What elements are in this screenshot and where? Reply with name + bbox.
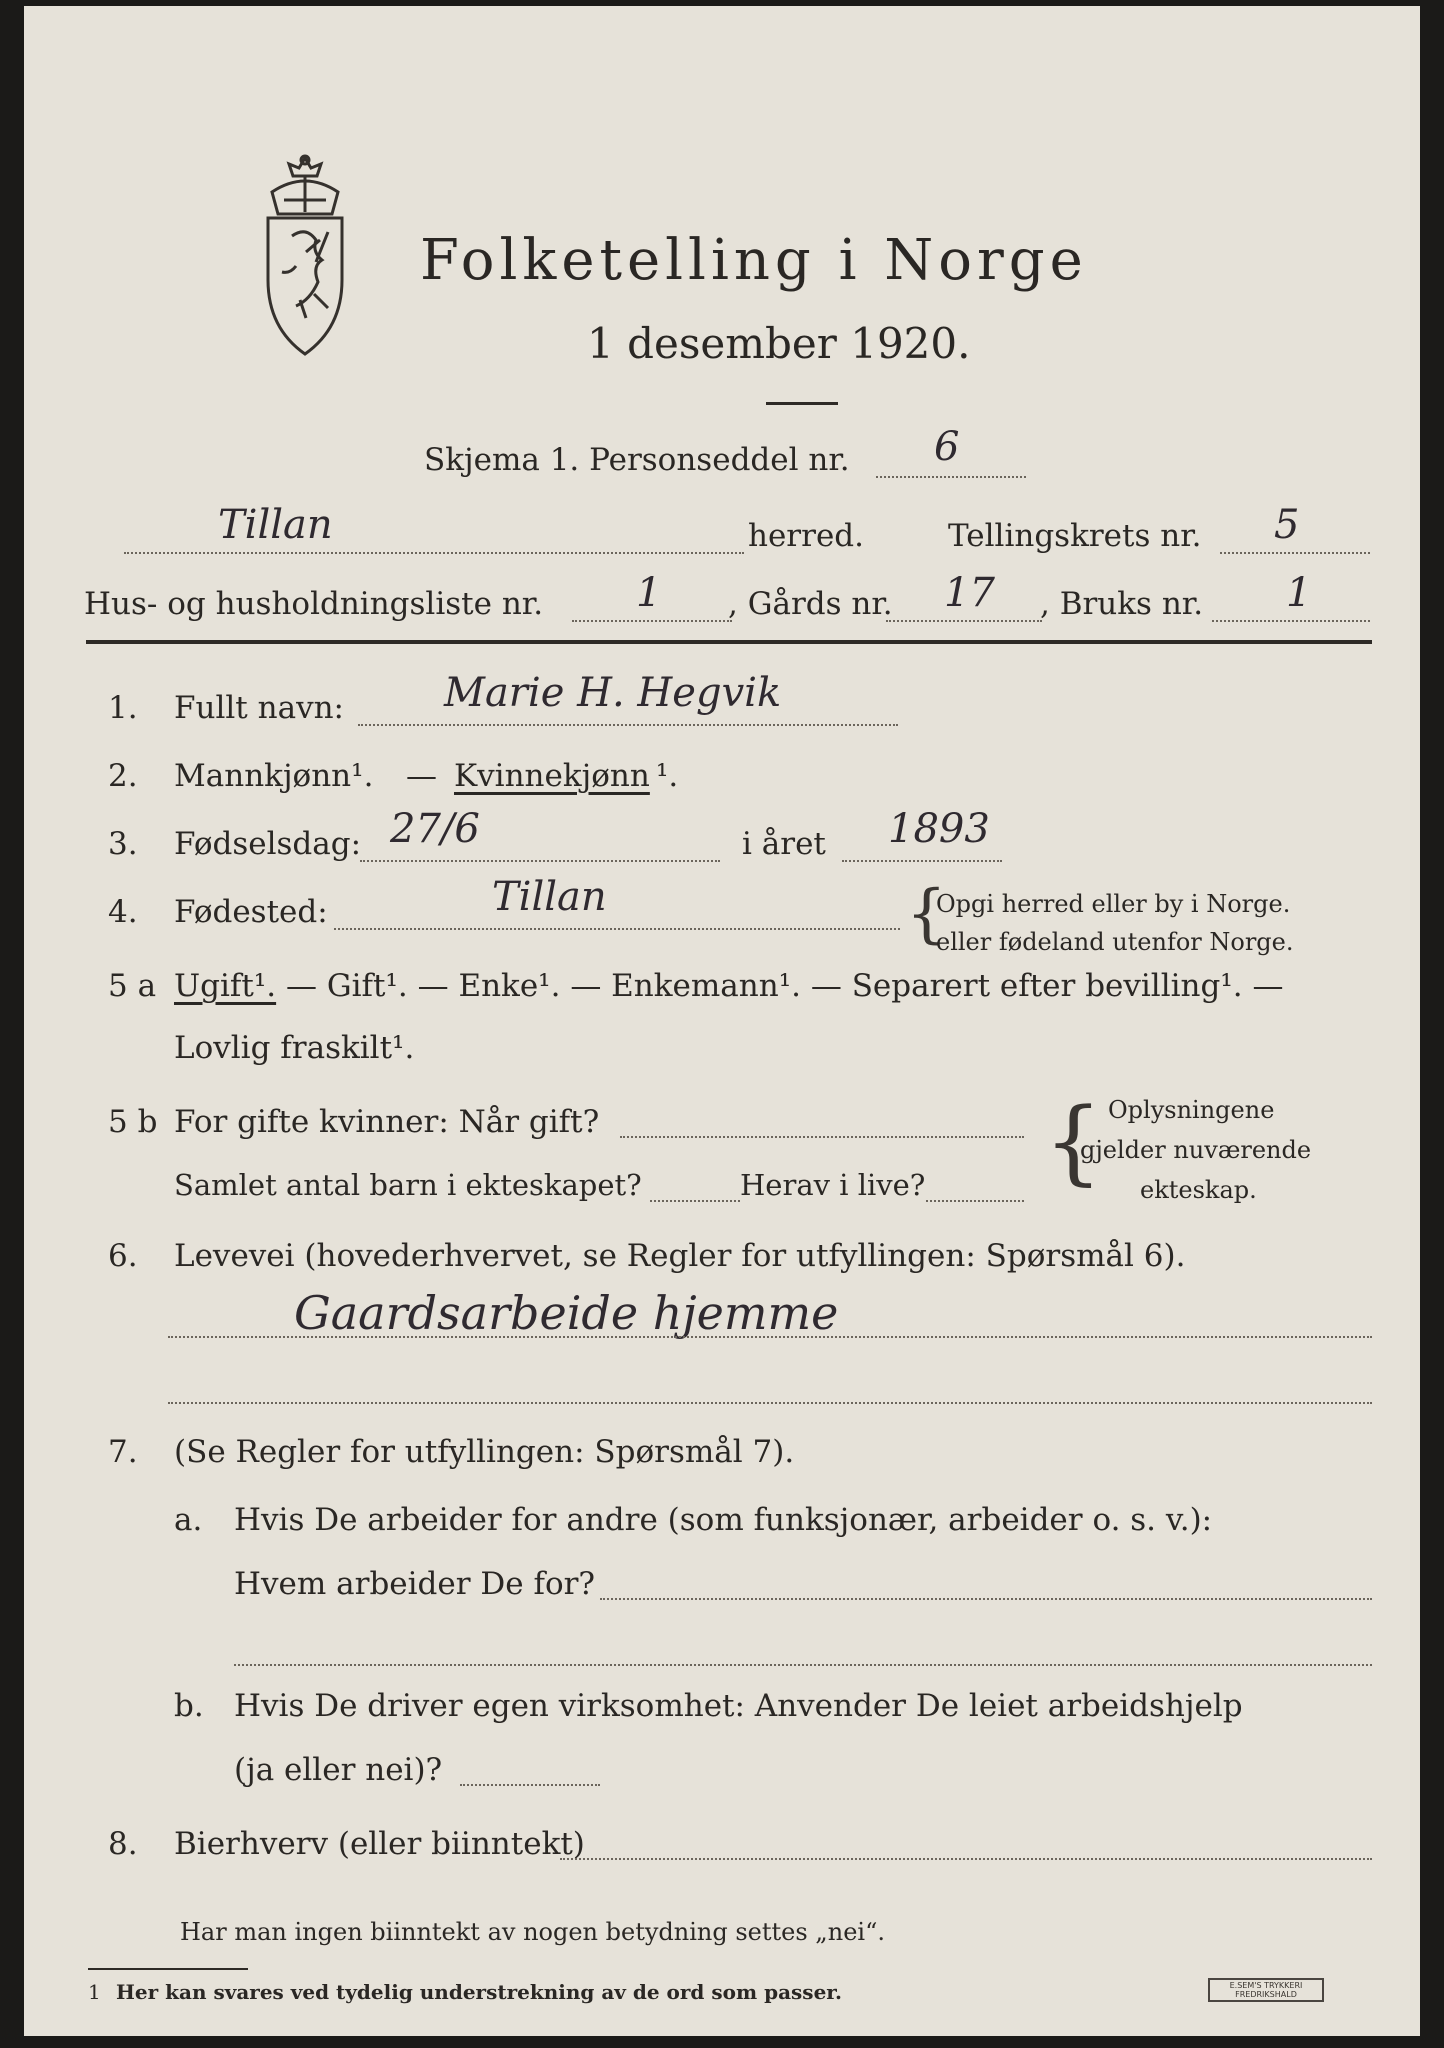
q8-line: [560, 1858, 1372, 1860]
q7a-line1: Hvis De arbeider for andre (som funksjonær, arbeider o. s. v.):: [234, 1502, 1213, 1538]
q5b-number: 5 b: [108, 1104, 158, 1140]
q4-note-line2: eller fødeland utenfor Norge.: [936, 928, 1294, 956]
q4-brace: {: [906, 877, 947, 951]
census-form-page: [24, 6, 1420, 2036]
q5b-note-line3: ekteskap.: [1140, 1176, 1257, 1204]
q2-number: 2.: [108, 758, 138, 794]
herred-label: herred.: [748, 518, 864, 554]
q3-number: 3.: [108, 826, 138, 862]
q1-line: [358, 724, 898, 726]
tellingskrets-label: Tellingskrets nr.: [948, 518, 1202, 554]
q5b-herav-line: [926, 1200, 1024, 1202]
q7a-answer-line1: [600, 1598, 1372, 1600]
q7b-line1: Hvis De driver egen virksomhet: Anvender De leiet arbeidshjelp: [234, 1688, 1243, 1724]
gards-line: [886, 620, 1042, 622]
form-title: Folketelling i Norge: [420, 228, 1088, 293]
q7a-answer-line2: [234, 1664, 1372, 1666]
q5a-lovlig-fraskilt: Lovlig fraskilt¹.: [174, 1030, 415, 1066]
personseddel-number-line: [876, 476, 1026, 478]
bruks-value: 1: [1286, 570, 1312, 616]
q7b-line2: (ja eller nei)?: [234, 1752, 443, 1788]
tellingskrets-line: [1220, 552, 1370, 554]
printer-stamp-line2: FREDRIKSHALD: [1235, 1990, 1297, 1999]
q3-year-value: 1893: [888, 806, 990, 852]
q2-mannkjonn: Mannkjønn¹.: [174, 758, 374, 794]
q7-label: (Se Regler for utfyllingen: Spørsmål 7).: [174, 1434, 795, 1470]
tellingskrets-value: 5: [1274, 502, 1300, 548]
printer-stamp-line1: E.SEM'S TRYKKERI: [1229, 1981, 1303, 1990]
q3-year-line: [842, 860, 1002, 862]
q5a-options: — Gift¹. — Enke¹. — Enkemann¹. — Separert efter bevilling¹. —: [286, 968, 1284, 1004]
q3-line: [360, 860, 720, 862]
bruks-label: , Bruks nr.: [1040, 586, 1204, 622]
bottom-note: Har man ingen biinntekt av nogen betydning settes „nei“.: [180, 1918, 885, 1946]
q7b-letter: b.: [174, 1688, 204, 1724]
footnote-mark: 1: [88, 1980, 101, 2004]
q4-label: Fødested:: [174, 894, 328, 930]
q3-year-label: i året: [742, 826, 826, 862]
q6-number: 6.: [108, 1238, 138, 1274]
q7-number: 7.: [108, 1434, 138, 1470]
q6-value: Gaardsarbeide hjemme: [294, 1286, 839, 1340]
q3-value: 27/6: [390, 806, 480, 852]
q7a-letter: a.: [174, 1502, 203, 1538]
q5b-herav-label: Herav i live?: [740, 1168, 926, 1202]
norwegian-coat-of-arms-icon: [246, 152, 364, 360]
q5b-nar-gift-line: [620, 1136, 1024, 1138]
q5b-note-line2: gjelder nuværende: [1080, 1136, 1312, 1164]
q5b-brace: {: [1044, 1088, 1103, 1195]
q1-value: Marie H. Hegvik: [444, 670, 782, 716]
q4-value: Tillan: [492, 874, 607, 920]
herred-value: Tillan: [218, 502, 333, 548]
q7a-line2: Hvem arbeider De for?: [234, 1566, 596, 1602]
husliste-value: 1: [636, 570, 662, 616]
q5a-number: 5 a: [108, 968, 157, 1004]
q6-line1: [168, 1336, 1372, 1338]
q8-label: Bierhverv (eller biinntekt): [174, 1826, 585, 1862]
q3-label: Fødselsdag:: [174, 826, 362, 862]
q2-kvinnekjonn: Kvinnekjønn: [454, 758, 650, 794]
husliste-label: Hus- og husholdningsliste nr.: [84, 586, 544, 622]
q5a-ugift: Ugift¹.: [174, 968, 277, 1004]
footnote-text: Her kan svares ved tydelig understrekning av de ord som passer.: [116, 1980, 842, 2004]
skjema-label: Skjema 1. Personseddel nr.: [424, 442, 850, 478]
personseddel-number: 6: [934, 424, 960, 470]
gards-label: , Gårds nr.: [728, 586, 893, 622]
header-rule: [86, 640, 1372, 644]
q4-line: [334, 928, 900, 930]
q8-number: 8.: [108, 1826, 138, 1862]
q5b-barn-line: [650, 1200, 740, 1202]
title-divider: [766, 402, 838, 405]
q4-number: 4.: [108, 894, 138, 930]
q4-note-line1: Opgi herred eller by i Norge.: [936, 890, 1291, 918]
q1-number: 1.: [108, 690, 138, 726]
herred-line: [124, 552, 744, 554]
q6-line2: [168, 1402, 1372, 1404]
q1-label: Fullt navn:: [174, 690, 344, 726]
form-date: 1 desember 1920.: [587, 319, 971, 368]
gards-value: 17: [944, 570, 995, 616]
bruks-line: [1212, 620, 1370, 622]
q2-separator: —: [406, 758, 437, 794]
q5b-note-line1: Oplysningene: [1108, 1096, 1275, 1124]
q5b-barn-label: Samlet antal barn i ekteskapet?: [174, 1168, 642, 1202]
q2-kvinnekjonn-footnote: ¹.: [656, 758, 679, 794]
q7b-answer-line: [460, 1784, 600, 1786]
printer-stamp: [1208, 1978, 1324, 2002]
q6-label: Levevei (hovederhvervet, se Regler for utfyllingen: Spørsmål 6).: [174, 1238, 1186, 1274]
footnote-rule: [88, 1968, 248, 1970]
husliste-line: [572, 620, 732, 622]
q5b-nar-gift-label: For gifte kvinner: Når gift?: [174, 1104, 600, 1140]
